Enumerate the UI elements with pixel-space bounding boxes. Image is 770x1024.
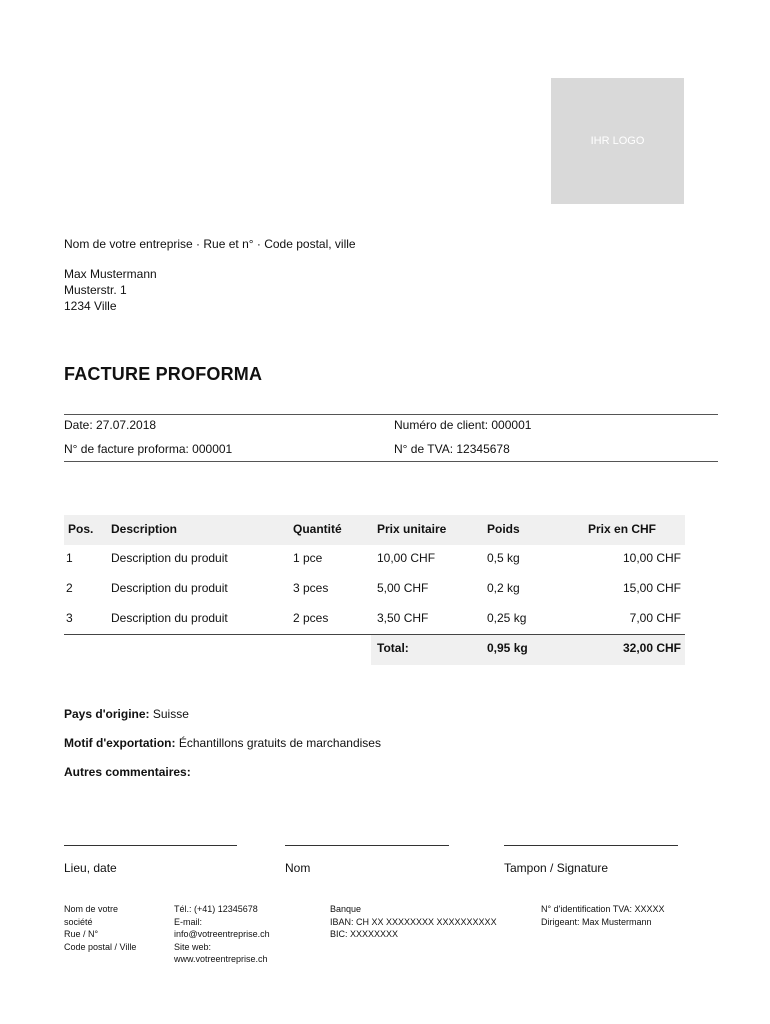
vat-number: N° de TVA: 12345678 <box>394 442 510 456</box>
table-row-2-pos: 2 <box>66 581 73 595</box>
table-row-1-quantity: 1 pce <box>293 551 323 565</box>
recipient-city: 1234 Ville <box>64 299 117 313</box>
footer-bank-label: Banque <box>330 904 362 914</box>
footer-phone: Tél.: (+41) 12345678 <box>174 904 258 914</box>
table-row-1-pos: 1 <box>66 551 73 565</box>
footer-website: www.votreentreprise.ch <box>174 954 268 964</box>
recipient-street: Musterstr. 1 <box>64 283 127 297</box>
footer-contact-column <box>174 903 270 966</box>
footer-email: info@votreentreprise.ch <box>174 929 270 939</box>
export-label: Motif d'exportation: <box>64 736 176 750</box>
table-row-2-description: Description du produit <box>111 581 228 595</box>
footer-vat-id: N° d'identification TVA: XXXXX <box>541 904 665 914</box>
footer-company-line: Nom de votre <box>64 904 119 914</box>
recipient-name: Max Mustermann <box>64 267 157 281</box>
stamp-signature-label: Tampon / Signature <box>504 861 609 875</box>
logo-text: IHR LOGO <box>590 135 645 147</box>
th-price: Prix en CHF <box>588 522 657 536</box>
total-weight: 0,95 kg <box>487 641 528 655</box>
origin-value: Suisse <box>149 707 189 721</box>
place-date-label: Lieu, date <box>64 861 117 875</box>
origin-line <box>64 707 189 721</box>
th-description: Description <box>111 522 178 536</box>
th-unit-price: Prix unitaire <box>377 522 447 536</box>
table-row-2-unit-price: 5,00 CHF <box>377 581 429 595</box>
invoice-number: N° de facture proforma: 000001 <box>64 442 233 456</box>
footer-company-line: Code postal / Ville <box>64 941 137 952</box>
export-value: Échantillons gratuits de marchandises <box>175 736 381 750</box>
signature-line-place-date <box>64 845 237 846</box>
table-row-2-quantity: 3 pces <box>293 581 329 595</box>
th-pos: Pos. <box>68 522 94 536</box>
total-label: Total: <box>377 641 409 655</box>
footer-website-label: Site web: <box>174 941 212 952</box>
table-row-1-weight: 0,5 kg <box>487 551 520 565</box>
table-row-1-description: Description du produit <box>111 551 228 565</box>
export-reason-line <box>64 736 381 750</box>
sender-address-line: Nom de votre entreprise · Rue et n° · Code postal, ville <box>64 237 356 251</box>
table-row-3-quantity: 2 pces <box>293 611 329 625</box>
meta-top-rule <box>64 414 718 415</box>
table-row-3-description: Description du produit <box>111 611 228 625</box>
table-row-1-price: 10,00 CHF <box>622 551 681 565</box>
table-row-3-price: 7,00 CHF <box>629 611 681 625</box>
footer-bank-column <box>330 903 497 941</box>
table-row-3-unit-price: 3,50 CHF <box>377 611 429 625</box>
origin-label: Pays d'origine: <box>64 707 150 721</box>
footer-email-label: E-mail: <box>174 916 203 927</box>
table-row-3-weight: 0,25 kg <box>487 611 527 625</box>
invoice-date: Date: 27.07.2018 <box>64 418 157 432</box>
table-row-2-weight: 0,2 kg <box>487 581 520 595</box>
signature-line-name <box>285 845 449 846</box>
footer-iban: IBAN: CH XX XXXXXXXX XXXXXXXXXX <box>330 916 497 927</box>
footer-company-column <box>64 903 136 953</box>
client-number: Numéro de client: 000001 <box>394 418 532 432</box>
total-price: 32,00 CHF <box>622 641 681 655</box>
th-quantity: Quantité <box>293 522 342 536</box>
table-row-3-pos: 3 <box>66 611 73 625</box>
footer-bic: BIC: XXXXXXXX <box>330 929 399 939</box>
footer-company-line: société <box>64 916 93 927</box>
meta-bottom-rule <box>64 461 718 462</box>
footer-company-line: Rue / N° <box>64 929 99 939</box>
document-title: FACTURE PROFORMA <box>64 364 263 384</box>
table-row-1-unit-price: 10,00 CHF <box>377 551 436 565</box>
company-logo-placeholder <box>551 78 684 204</box>
comments-label: Autres commentaires: <box>64 765 191 779</box>
name-label: Nom <box>285 861 311 875</box>
footer-director: Dirigeant: Max Mustermann <box>541 916 652 927</box>
signature-line-stamp <box>504 845 678 846</box>
recipient-address <box>64 266 157 314</box>
th-weight: Poids <box>487 522 520 536</box>
table-row-2-price: 15,00 CHF <box>622 581 681 595</box>
footer-vat-column <box>541 903 665 928</box>
